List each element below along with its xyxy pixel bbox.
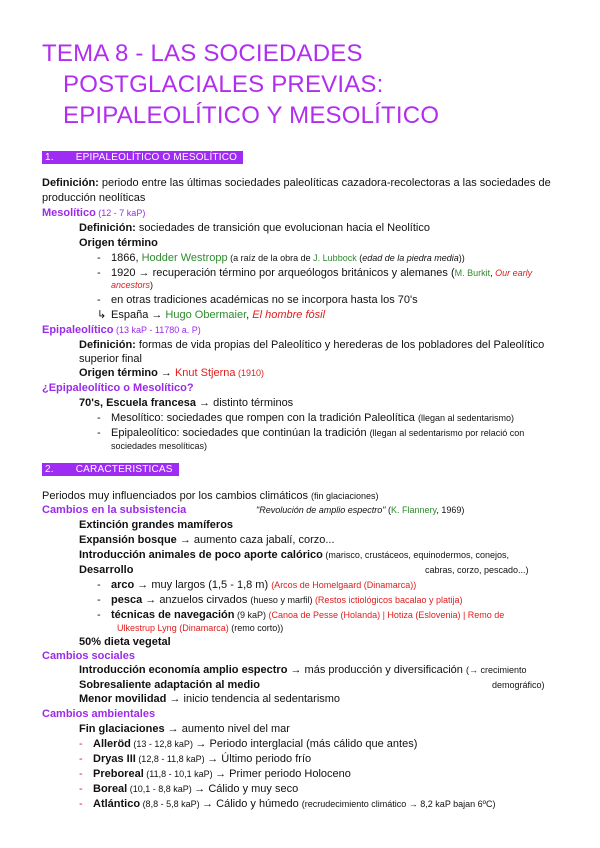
text-span: (8,8 - 5,8 kaP) xyxy=(140,799,203,809)
text-span: - xyxy=(79,783,83,795)
title-line-1: TEMA 8 - LAS SOCIEDADES xyxy=(42,40,363,67)
question-item-2-cont xyxy=(111,439,207,454)
text-span: - xyxy=(97,427,101,439)
section-2-header xyxy=(42,462,179,477)
text-span: Fin glaciaciones xyxy=(79,723,165,735)
text-span: → anzuelos cirvados xyxy=(142,594,251,606)
text-span: (Canoa de Pesse (Holanda) | Hotiza (Eslovenia) | Remo de xyxy=(268,610,505,620)
text-span: - xyxy=(97,294,101,306)
text-span: - xyxy=(97,609,101,621)
text-span: formas de vida propias del Paleolítico y herederas de los pobladores del Paleolítico xyxy=(135,339,545,351)
text-span: España → xyxy=(111,309,166,321)
text-span: , xyxy=(490,268,496,278)
arco-item xyxy=(97,578,416,593)
text-span: K. Flannery xyxy=(390,505,437,515)
text-span: Our early xyxy=(495,268,533,278)
text-span: Alleröd xyxy=(93,738,131,750)
text-span: Hugo Obermaier xyxy=(165,309,247,321)
text-span: superior final xyxy=(79,353,142,365)
ambient-heading xyxy=(42,707,155,722)
text-span: cabras, corzo, pescado...) xyxy=(425,565,529,575)
text-span: (→ crecimiento xyxy=(465,665,527,675)
text-span: - xyxy=(79,753,83,765)
ambient-item-2 xyxy=(79,752,311,767)
social-line-2 xyxy=(79,678,260,693)
text-span: (Arcos de Homelgaard (Dinamarca)) xyxy=(271,580,417,590)
text-span: → Periodo interglacial (más cálido que antes) xyxy=(195,738,418,750)
text-span: → distinto términos xyxy=(195,397,294,409)
text-span: Hodder Westropp xyxy=(141,252,228,264)
text-span: Mesolítico xyxy=(42,207,96,219)
epipaleolitico-heading xyxy=(42,323,201,338)
return-arrow-icon: ↳ xyxy=(97,309,107,321)
text-span: )) xyxy=(458,253,465,263)
origin-item-1 xyxy=(97,251,465,266)
text-span: Definición: xyxy=(42,177,99,189)
social-line-3 xyxy=(79,692,340,707)
text-span: → Primer periodo Holoceno xyxy=(215,768,351,780)
text-span: (llegan al sedentarismo) xyxy=(417,413,514,423)
text-span: (fin glaciaciones) xyxy=(311,491,379,501)
epi-origin-line xyxy=(79,366,264,381)
low-calorie-cont xyxy=(425,563,529,578)
text-span: Preboreal xyxy=(93,768,144,780)
vegetal-line xyxy=(79,635,171,650)
text-span: → Cálido y húmedo xyxy=(202,798,302,810)
text-span: (1910) xyxy=(235,368,265,378)
subsistence-quote xyxy=(256,503,464,518)
text-span: Origen término xyxy=(79,367,158,379)
text-span: Epipaleolítico: sociedades que continúan la tradición xyxy=(111,427,370,439)
text-span: → aumento nivel del mar xyxy=(164,723,290,735)
text-span: Epipaleolítico xyxy=(42,324,114,336)
text-span: 1920 → recuperación término por arqueólogos británicos y alemanes ( xyxy=(111,267,455,279)
origin-item-2-cont xyxy=(111,278,153,293)
social-line-1-cont xyxy=(492,678,545,693)
text-span: (10,1 - 8,8 kaP) xyxy=(127,784,195,794)
text-span: ( xyxy=(385,505,391,515)
ambient-item-5 xyxy=(79,797,495,812)
text-span: Definición: xyxy=(79,222,136,234)
text-span: producción neolíticas xyxy=(42,192,146,204)
text-span: Cambios en la subsistencia xyxy=(42,504,187,516)
text-span: Expansión bosque xyxy=(79,534,177,546)
social-heading xyxy=(42,649,135,664)
low-calorie-line xyxy=(79,548,509,563)
epipaleolitico-definition-2 xyxy=(79,352,142,367)
text-span: (marisco, crustáceos, equinodermos, conejos, xyxy=(322,550,509,560)
text-span: (Restos ictiológicos bacalao y platija) xyxy=(312,595,463,605)
text-span: "Revolución de amplio espectro" xyxy=(256,505,386,515)
mesolitico-heading xyxy=(42,206,145,221)
extinction-line xyxy=(79,518,233,533)
text-span: Boreal xyxy=(93,783,128,795)
text-span: Definición: xyxy=(79,339,136,351)
section-1-header xyxy=(42,150,243,165)
text-span: → Cálido y muy seco xyxy=(194,783,299,795)
text-span: 50% dieta vegetal xyxy=(79,636,171,648)
text-span: → inicio tendencia al sedentarismo xyxy=(166,693,341,705)
text-span: ancestors xyxy=(111,280,151,290)
title-line-2: POSTGLACIALES PREVIAS: xyxy=(63,71,384,98)
origin-heading xyxy=(79,236,158,251)
text-span: sociedades de transición que evolucionan hacia el Neolítico xyxy=(135,222,430,234)
text-span: - xyxy=(97,579,101,591)
text-span: - xyxy=(97,412,101,424)
text-span: ) xyxy=(150,280,154,290)
text-span: - xyxy=(97,267,101,279)
text-span: Atlántico xyxy=(93,798,141,810)
text-span: demográfico) xyxy=(492,680,545,690)
document-title xyxy=(42,38,562,131)
text-span: - xyxy=(79,798,83,810)
text-span: Ulkestrup Lyng (Dinamarca) xyxy=(117,623,229,633)
text-span: El hombre fósil xyxy=(252,309,326,321)
text-span: → Último periodo frío xyxy=(207,753,312,765)
text-span: Introducción animales de poco aporte calórico xyxy=(79,549,323,561)
text-span: Extinción grandes mamíferos xyxy=(79,519,234,531)
text-span: , xyxy=(246,309,253,321)
text-span: EPIPALEOLÍTICO O MESOLÍTICO xyxy=(75,152,238,163)
ambient-item-4 xyxy=(79,782,298,797)
text-span: Desarrollo xyxy=(79,564,134,576)
text-span: (llegan al sedentarismo por relació con xyxy=(369,428,525,438)
text-span: (13 kaP - 11780 a. P) xyxy=(113,325,201,335)
text-span: Dryas III xyxy=(93,753,136,765)
development-line xyxy=(79,563,133,578)
mesolitico-definition xyxy=(79,221,430,236)
text-span: (12 - 7 kaP) xyxy=(95,208,146,218)
text-span: - xyxy=(79,738,83,750)
text-span: Mesolítico: sociedades que rompen con la tradición Paleolítica xyxy=(111,412,418,424)
text-span: → xyxy=(157,367,175,379)
text-span: Menor movilidad xyxy=(79,693,167,705)
text-span: J. Lubbock xyxy=(313,253,357,263)
text-span: - xyxy=(79,768,83,780)
text-span: técnicas de navegación xyxy=(111,609,235,621)
text-span: (remo corto)) xyxy=(228,623,284,633)
text-span: → muy largos (1,5 - 1,8 m) xyxy=(134,579,272,591)
question-item-1 xyxy=(97,411,514,426)
text-span: ¿Epipaleolítico o Mesolítico? xyxy=(42,382,194,394)
text-span: (11,8 - 10,1 kaP) xyxy=(143,769,216,779)
text-span: → más producción y diversificación xyxy=(287,664,466,676)
ambient-item-1 xyxy=(79,737,417,752)
definition-line xyxy=(42,176,551,191)
text-span: (12,8 - 11,8 kaP) xyxy=(135,754,208,764)
text-span: arco xyxy=(111,579,135,591)
text-span: (hueso y marfil) xyxy=(250,595,313,605)
text-span: Cambios sociales xyxy=(42,650,135,662)
text-span: CARACTERISTICAS xyxy=(75,464,173,475)
text-span: Cambios ambientales xyxy=(42,708,156,720)
text-span: - xyxy=(97,594,101,606)
epipaleolitico-definition xyxy=(79,338,544,353)
ambient-item-3 xyxy=(79,767,351,782)
section-2-intro xyxy=(42,489,379,504)
text-span: (a raíz de la obra de xyxy=(227,253,314,263)
text-span: Introducción economía amplio espectro xyxy=(79,664,288,676)
text-span: 70's, Escuela francesa xyxy=(79,397,196,409)
origin-item-2 xyxy=(97,266,532,281)
text-span: 2. xyxy=(45,464,54,475)
social-line-1 xyxy=(79,663,526,678)
text-span: M. Burkit xyxy=(454,268,491,278)
subsistence-heading xyxy=(42,503,186,518)
text-span: Knut Stjerna xyxy=(174,367,236,379)
title-line-3: EPIPALEOLÍTICO Y MESOLÍTICO xyxy=(63,102,440,129)
text-span: Periodos muy influenciados por los cambios climáticos xyxy=(42,490,312,502)
text-span: (13 - 12,8 kaP) xyxy=(130,739,196,749)
ambient-line-0 xyxy=(79,722,290,737)
text-span: periodo entre las últimas sociedades paleolíticas cazadora-recolectoras a las sociedades de xyxy=(98,177,551,189)
origin-item-4 xyxy=(97,308,325,323)
text-span: en otras tradiciones académicas no se incorpora hasta los 70's xyxy=(111,294,418,306)
text-span: pesca xyxy=(111,594,143,606)
text-span: (recrudecimiento climático → 8,2 kaP bajan 6ºC) xyxy=(301,799,496,809)
text-span: 1866, xyxy=(111,252,142,264)
question-sub xyxy=(79,396,293,411)
text-span: Origen término xyxy=(79,237,158,249)
pesca-item xyxy=(97,593,463,608)
text-span: → aumento caza jabalí, corzo... xyxy=(176,534,335,546)
text-span: ( xyxy=(356,253,363,263)
text-span: Sobresaliente adaptación al medio xyxy=(79,679,260,691)
text-span: edad de la piedra media xyxy=(362,253,459,263)
origin-item-3 xyxy=(97,293,418,308)
forest-line xyxy=(79,533,335,548)
question-heading xyxy=(42,381,194,396)
text-span: 1. xyxy=(45,152,54,163)
text-span: (9 kaP) xyxy=(234,610,269,620)
text-span: , 1969) xyxy=(436,505,465,515)
text-span: - xyxy=(97,252,101,264)
text-span: sociedades mesolíticas) xyxy=(111,441,208,451)
navegacion-item-cont xyxy=(117,621,283,636)
definition-line-2 xyxy=(42,191,145,206)
